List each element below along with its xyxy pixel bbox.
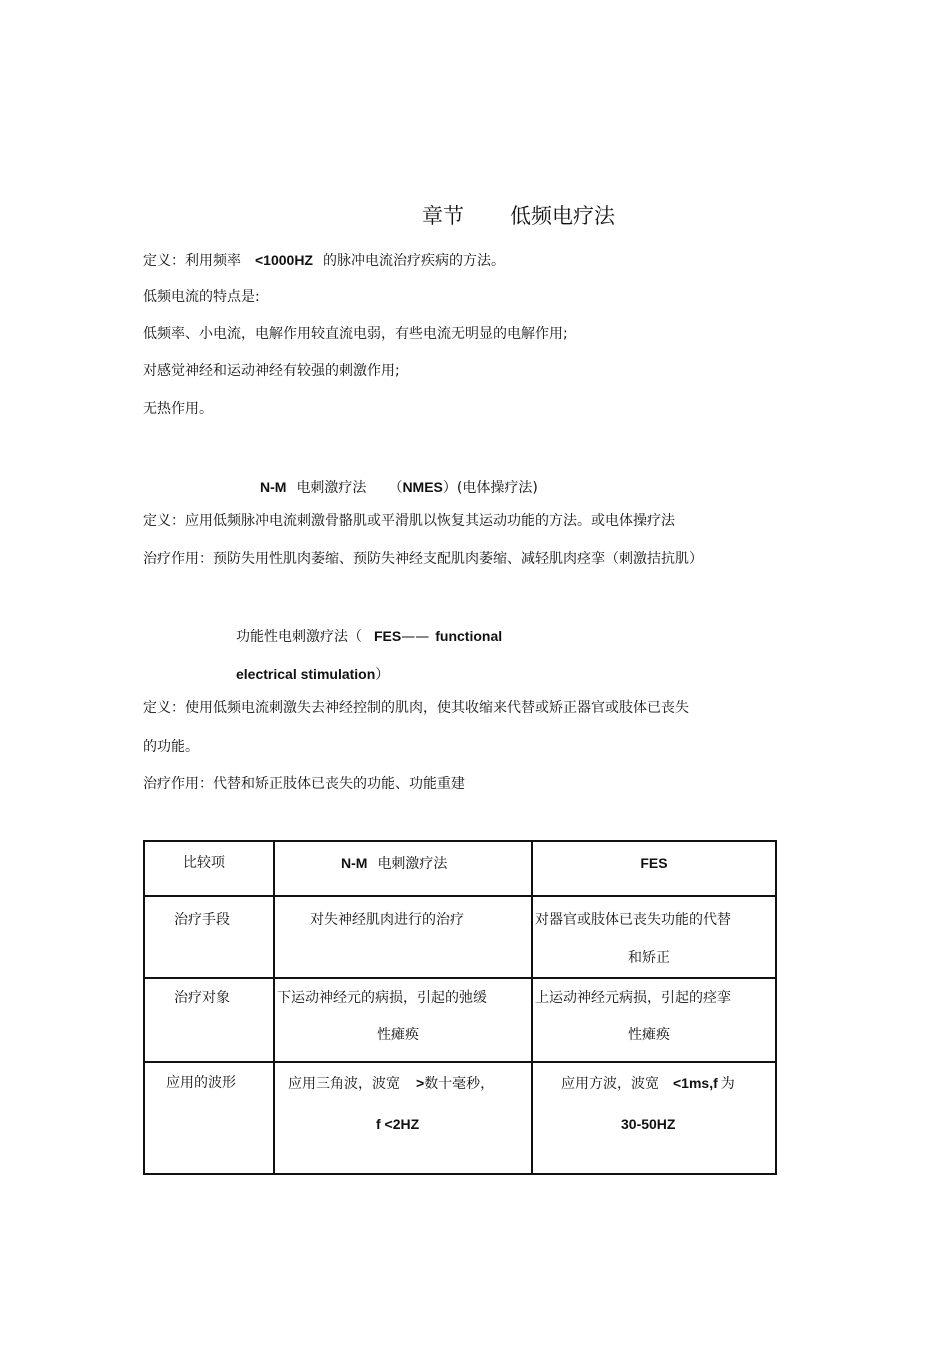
nmes-heading-text: 电刺激疗法 [296,480,367,496]
nm-waveform-line1 [288,1074,531,1093]
header-compare-item: 比较项 [183,855,225,871]
nmes-effect: 治疗作用：预防失用性肌肉萎缩、预防失神经支配肌肉萎缩、减轻肌肉痉挛（刺激拮抗肌） [143,551,703,567]
fes-waveform-frequency: 30-50HZ [621,1116,676,1132]
fes-effect: 治疗作用：代替和矫正肢体已丧失的功能、功能重建 [143,776,465,792]
nmes-heading-abbrev: NMES [402,479,443,495]
row-label-method: 治疗手段 [174,912,230,928]
features-heading: 低频电流的特点是: [143,289,260,305]
table-row [144,1062,776,1174]
fes-waveform-text1: 应用方波，波宽 [561,1076,659,1092]
nm-method: 对失神经肌肉进行的治疗 [310,912,464,928]
fes-heading-dash: —— [401,629,430,645]
intro-definition-suffix: 的脉冲电流治疗疾病的方法。 [322,253,505,269]
table-cell [274,978,532,1062]
nmes-definition: 定义：应用低频脉冲电流刺激骨骼肌或平滑肌以恢复其运动功能的方法。或电体操疗法 [143,513,675,529]
fes-waveform-text2: 为 [720,1076,735,1092]
fes-target-line2: 性瘫痪 [628,1027,670,1043]
fes-heading-electrical: electrical stimulation [236,666,376,682]
fes-method-line1: 对器官或肢体已丧失功能的代替 [535,912,731,928]
fes-waveform-width: <1ms,f [673,1075,718,1091]
table-row [144,896,776,978]
feature-item-2: 对感觉神经和运动神经有较强的刺激作用; [143,363,400,379]
header-fes: FES [640,855,668,871]
fes-heading-abbrev: FES [374,628,402,644]
intro-definition-frequency: <1000HZ [255,252,313,268]
table-row [144,978,776,1062]
nmes-heading-nm: N-M [260,479,287,495]
chapter-title-part1: 章节 [422,204,464,228]
fes-heading-close: ） [375,667,390,683]
table-header-row [144,841,776,896]
nm-target-line1: 下运动神经元的病损，引起的弛缓 [277,990,487,1006]
intro-definition-prefix: 定义：利用频率 [143,253,241,269]
table-header-cell [144,841,274,896]
header-nm-bold: N-M [341,855,368,871]
fes-heading-start: 功能性电刺激疗法（ [236,629,362,645]
fes-definition-line1: 定义：使用低频电流刺激失去神经控制的肌肉，使其收缩来代替或矫正器官或肢体已丧失 [143,700,689,716]
fes-method-line2: 和矫正 [628,950,670,966]
table-cell [532,1062,776,1174]
table-header-cell [532,841,776,896]
row-label-cell [144,896,274,978]
fes-target-line1: 上运动神经元病损，引起的痉挛 [535,990,731,1006]
chapter-title-part2: 低频电疗法 [510,204,615,228]
table-cell [274,1062,532,1174]
table-header-cell [274,841,532,896]
table-cell [532,896,776,978]
nm-waveform-text1: 应用三角波，波宽 [288,1076,400,1092]
nm-waveform-gt: > [416,1075,425,1091]
row-label-target: 治疗对象 [174,990,230,1006]
comparison-table [143,840,777,1175]
intro-definition [143,251,505,270]
feature-item-1: 低频率、小电流，电解作用较直流电弱，有些电流无明显的电解作用; [143,326,568,342]
fes-heading-line2 [236,665,389,684]
fes-definition-line2: 的功能。 [143,739,199,755]
chapter-title [422,203,615,229]
header-nm-text: 电刺激疗法 [377,856,448,872]
row-label-cell [144,978,274,1062]
fes-waveform-line1 [561,1074,775,1093]
row-label-cell [144,1062,274,1174]
nm-waveform-text2: 数十毫秒， [424,1076,495,1092]
row-label-waveform: 应用的波形 [166,1075,236,1091]
feature-item-3: 无热作用。 [143,401,213,417]
table-cell [532,978,776,1062]
nm-waveform-frequency: f <2HZ [376,1116,420,1132]
fes-heading-functional: functional [435,628,503,644]
nmes-heading [260,478,538,497]
fes-heading-line1 [236,627,502,646]
nm-target-line2: 性瘫痪 [377,1027,419,1043]
nmes-heading-paren: （ [388,480,403,496]
table-cell [274,896,532,978]
nmes-heading-end: ）(电体操疗法) [442,480,538,496]
